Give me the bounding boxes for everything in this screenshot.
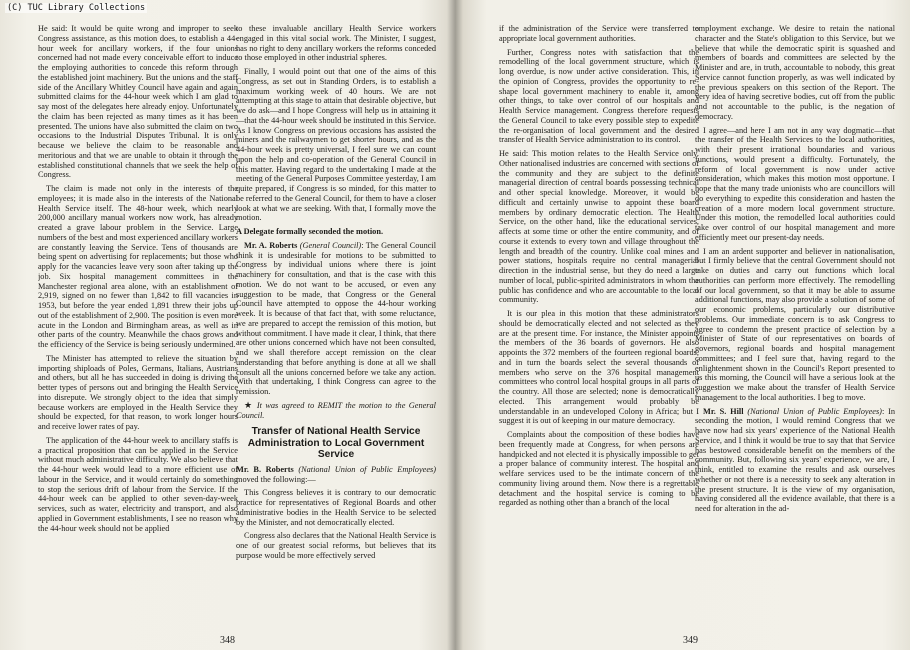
speaker-paragraph [236,241,436,397]
speaker-name: Mr. A. Roberts [244,240,298,250]
resolution-text: It was agreed to REMIT the motion to the General Council. [236,400,436,420]
motion-paragraph: if the administration of the Service were transferred to appropriate local government authorities. [499,24,699,43]
left-column-2 [236,24,436,630]
motion-paragraph: Further, Congress notes with satisfaction that the remodelling of the local government structure, which is long overdue, is now under active consideration. This, in the opinion of Congress, provides the opportunity to re-shape local government machinery to enable it, among other things, to take over control of our hospitals and Health Service management. Congress therefore requests the General Council to take every possible step to expedite the re-organisation of local government and the desired transfer of Health Service administration to its control. [499,47,699,145]
mover-affiliation: (National Union of Public Employees) [298,464,436,474]
page-right [455,0,910,650]
speaker-affiliation: (National Union of Public Employees) [747,406,882,416]
paragraph: to these invaluable ancillary Health Service workers engaged in this vital social work. The Minister, I suggest, has no right to deny ancillary workers the reforms conceded to those employed in other industrial spheres. [236,24,436,63]
formal-seconding-note: A Delegate formally seconded the motion. [236,227,384,236]
left-column-1 [38,24,238,630]
book-gutter [447,0,463,650]
paragraph: Complaints about the composition of these bodies have been frequently made at Congress, for when persons are handpicked and not elected it is physically impossible to get a proper balance of community interest. The hospital and welfare services used to be the intimate concern of the community living around them. Now there is a regrettable detachment and the hospital service is coming to be regarded as nothing other than a branch of the local [499,430,699,508]
right-column-2 [695,24,895,630]
paragraph: The application of the 44-hour week to ancillary staffs is a practical proposition that can be applied in the Service without much administrative difficulty. We also believe that the 44-hour week would lead to a more efficient use of labour in the Service, and it would certainly do something to stop the serious drift of labour from the Service. If the 44-hour week can be applied to other seven-day-week services, such as water, electricity and transport, and also applied in Government establishments, I see no reason why the 44-hour week should not be applied [38,435,238,533]
paragraph: The Minister has attempted to relieve the situation by importing shiploads of Poles, Germans, Italians, Austrians and others, but all he has succeeded in doing is driving the better types of persons out and bringing the Health Service into disrepute. We strongly object to the idea that simply because workers are employed in the Health Service they should be expected, for that reason, to work longer hours and receive lower rates of pay. [38,353,238,431]
speaker-text: : The General Council think it is undesirable for motions to be submitted to Congress by individual unions where there is joint machinery for consultation, and that is the case with this motion. We do not want to be accused, or even any suggestion to be made, that Congress or the General Council have attempted to oppose the 44-hour working week. It is because of that fact that, with some reluctance, we are prepared to accept the remission of this motion, but without commitment. I have made it clear, I think, that there are other unions concerned which have not been consulted, and we shall therefore accept remission on the clear understanding that before anything is done at all we shall consult all the unions concerned before we take any action. With that undertaking, I think Congress can agree to the remission. [236,240,436,396]
paragraph: I agree—and here I am not in any way dogmatic—that the transfer of the Health Services to the local authorities, with their present irrational boundaries and various functions, would present a difficulty. Fortunately, the reform of local government is now under active consideration, which makes this motion most opportune. I hope that the many trade unionists who are councillors will do everything to expedite this consideration and hasten the creation of a more modern local government structure. Under this motion, the remodelled local authorities could take over control of our hospital management and more efficiently meet our present-day needs. [695,125,895,242]
speaker-text: : In seconding the motion, I would remind Congress that we have now had six years' experience of the National Health Service, and I think it would be true to say that that Service has bestowed considerable benefit on the members of the community. But, following six years' experience, we are, I think, entitled to examine the results and ask ourselves whether or not there is a necessity to seek any alteration in the present structure. It is the view of my organisation, having considered all the evidence available, that there is a need for alteration in the ad- [695,406,895,513]
paragraph: It is our plea in this motion that these administrators should be democratically elected and not selected as they are at the present time. For instance, the Minister appoints the members of the 36 boards of governors. He also appoints the 372 members of the fourteen regional boards, and in turn the boards select the several thousands of members who serve on the 376 hospital management committees who control local hospital groups in all parts of the country. All those are selected; none is democratically elected. This arrangement would probably be understandable in an undeveloped Colony in Africa; but I suggest it is out of keeping in our mature democracy. [499,309,699,426]
motion-paragraph: Congress also declares that the National Health Service is one of our greatest social reforms, but believes that its purpose would be more effectively served [236,531,436,560]
paragraph: employment exchange. We desire to retain the national character and the State's obligation to this Service, but we believe that while the democratic spirit is squashed and members of boards and committees are selected by the Minister and are, in truth, accountable to nobody, this great Service cannot function properly, as was well indicated by the previous speakers on this section of the Report. The very idea of having secretive bodies, cut off from the public and not accountable to the public, is the negation of democracy. [695,24,895,121]
resolution [236,401,436,421]
speaker-affiliation: (General Council) [299,240,362,250]
mover-text: moved the following:— [236,474,316,484]
paragraph: Finally, I would point out that one of the aims of this Congress, as set out in Standing Orders, is to establish a maximum working week of 40 hours. We are not attempting at this stage to attain that desirable objective, but we do ask—and I hope Congress will help us in attaining it—that the 44-hour week should be instituted in this Service. As I know Congress on previous occasions has assisted the miners and the railwaymen to get shorter hours, and as the 44-hour week is pretty universal, I feel sure we can count upon the help and co-operation of the General Council in this matter. Having regard to the undertaking I made at the meeting of the General Purposes Committee yesterday, I am quite prepared, if Congress is so minded, for this matter to be referred to the General Council, for them to have a closer look at what we are seeking. With that, I formally move the motion. [236,67,436,223]
star-icon: ★ [244,399,254,410]
section-heading: Transfer of National Health Service Administration to Local Government Service [247,426,425,461]
page-number-right: 349 [683,635,698,646]
watermark: (C) TUC Library Collections [7,3,146,13]
speaker-name: Mr. S. Hill [703,406,744,416]
page-number-left: 348 [220,635,235,646]
speaker-paragraph [695,407,895,514]
paragraph: The claim is made not only in the interests of the employees; it is made also in the interests of the National Health Service itself. The 48-hour week, which nearly 200,000 ancillary manual workers now work, has already created a grave labour problem in the Service. Large numbers of the best and most experienced ancillary workers are constantly leaving the Service. Tens of thousands are being spent on advertising for replacements; but those who apply for the vacancies leave very soon after taking up the job. Six hospital management committees in the Manchester regional area alone, with an establishment of 2,919, signed on no fewer than 1,842 to fill vacancies in 1953, but before the year ended 1,891 threw their jobs up out of the establishment of 2,900. The position is even more acute in the London and Birmingham areas, as well as in other parts of the country. Meanwhile the chaos grows and the efficiency of the Service is being seriously undermined. [38,184,238,349]
paragraph: He said: It would be quite wrong and improper to seek Congress assistance, as this motion does, to establish a 44-hour week for ancillary workers, if the four unions concerned had not made every conceivable effort to induce the employing authorities to concede this reform through the established joint machinery. But the unions and the staff side of the Ancillary Whitley Council have again and again submitted claims for the 44-hour week which I am glad to say most of the delegates here already enjoy. Unfortunately the claim has been rejected as many times as it has been presented. The unions have also submitted the claim on two occasions to the Industrial Disputes Tribunal. It is only because we believe the claim to be reasonable and meritorious and that we are unable to obtain it through the established constitutional channels that we seek the help of Congress. [38,24,238,180]
paragraph: He said: This motion relates to the Health Service only. Other nationalised industries are concerned with sections of the community and they are subject to the definite managerial direction of central boards possessing technical and other special knowledge. Moreover, it would be difficult and certainly unwise to appoint these board members by ordinary democratic election. The Health Service, on the other hand, like the educational services, affects at some time or other the entire community, and of course it extends to every town and village throughout the length and breadth of the country. Unlike coal mines and power stations, hospitals require no central managerial direction in the industrial sense, but they do need a large number of local, public-spirited administrators in whom the public has confidence and who are accountable to the local community. [499,149,699,305]
motion-paragraph: This Congress believes it is contrary to our democratic practice for representatives of Regional Boards and other administrative bodies in the Health Service to be selected by the Minister, and not democratically elected. [236,488,436,527]
right-column-1 [499,24,699,630]
mover-line [236,465,436,485]
paragraph: I am an ardent supporter and believer in nationalisation, but I firmly believe that the central Government should not take on duties and carry out functions which local authorities can perform more effectively. The remodelling of our local government, so that it may be able to assume additional functions, may also provide a solution of some of our economic problems, particularly our distributive problems. Our immediate concern is to ask Congress to agree to condemn the present practice of selection by a Minister of State of our representatives on boards of governors, regional boards and hospital management committees; and I feel sure that, having regard to the enlightenment shown in the Council's Report presented to us this morning, the Council will have a serious look at the suggestion we make about the transfer of Health Service management to the local authorities. I beg to move. [695,246,895,402]
mover-name: Mr. B. Roberts [236,464,294,474]
